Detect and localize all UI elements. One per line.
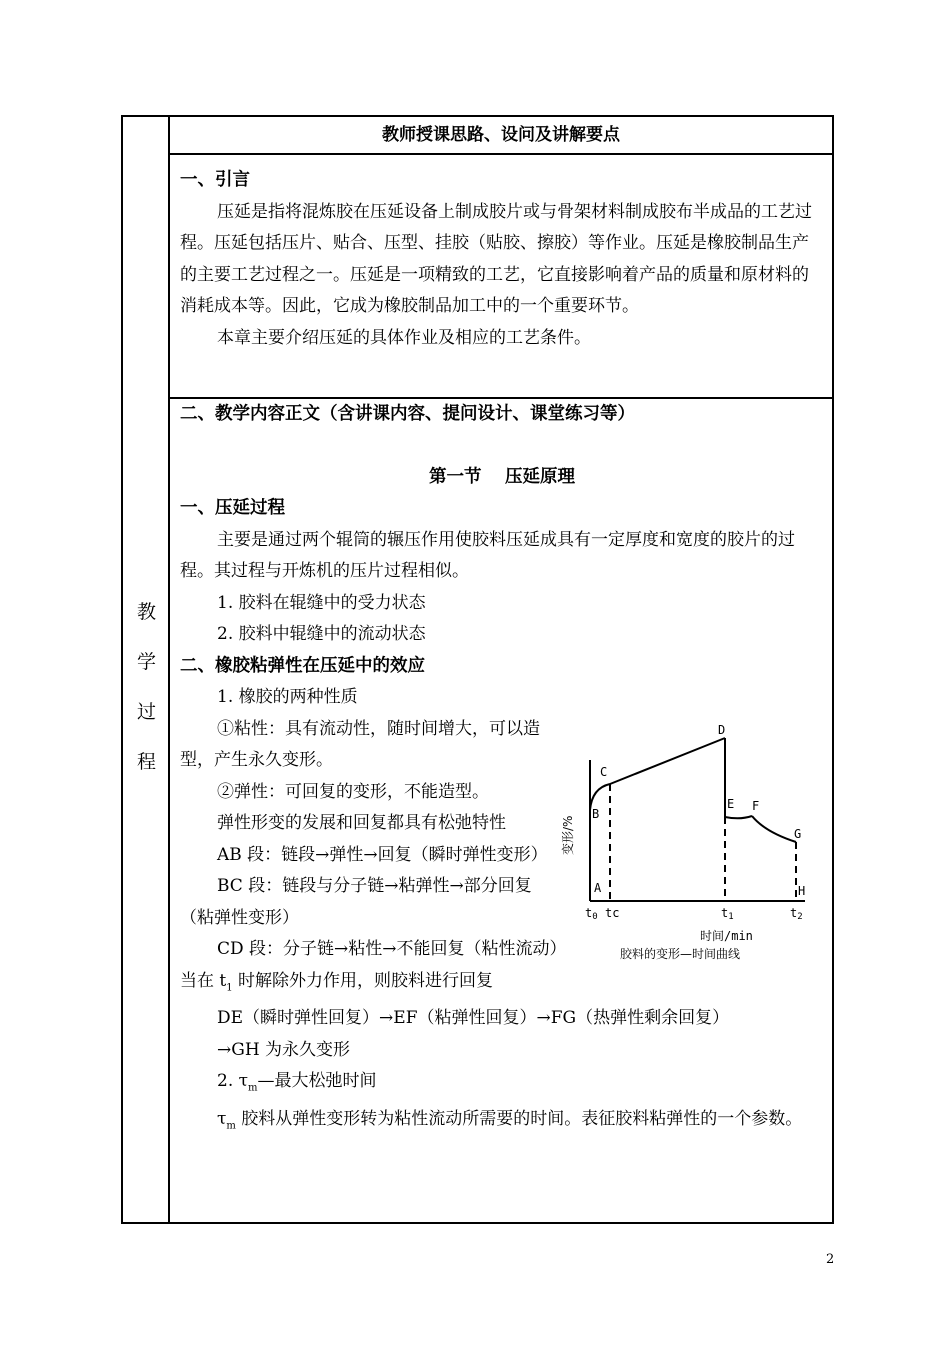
list-item: 1. 胶料在辊缝中的受力状态 [217,592,426,613]
tick-label: t1 [721,906,734,922]
point-label: D [718,723,726,737]
paragraph: BC 段：链段与分子链→粘弹性→部分回复（粘弹性变形） [180,876,532,928]
tick-label: t0 [585,906,598,922]
paragraph: →GH 为永久变形 [217,1039,351,1060]
paragraph: DE（瞬时弹性回复）→EF（粘弹性回复）→FG（热弹性剩余回复） [217,1008,730,1029]
paragraph: AB 段：链段→弹性→回复（瞬时弹性变形） [217,844,548,865]
list-item: 2. 胶料中辊缝中的流动状态 [217,624,426,644]
point-label: B [592,807,600,821]
point-label: A [594,881,602,895]
paragraph: 当在 $t_1$ 时解除外力作用，则胶料进行回复 [180,970,494,993]
intro-paragraph: 压延是指将混炼胶在压延设备上制成胶片或与骨架材料制成胶布半成品的工艺过程。压延包括压片、贴合、压型、挂胶（贴胶、擦胶）等作业。压延是橡胶制品生产的主要工艺过程之一。压延是一项精致的工艺，它直接影响着产品的质量和原材料的消耗成本等。因此，它成为橡胶制品加工中的一个重要环节。 [180,201,812,316]
right-column [170,117,832,1222]
paragraph: 主要是通过两个辊筒的辗压作用使胶料压延成具有一定厚度和宽度的胶片的过程。其过程与开炼机的压片过程相似。 [180,529,795,581]
tick-label: tc [605,906,620,920]
side-label [123,587,170,787]
curve-cd [610,738,725,784]
intro-heading: 一、引言 [180,170,250,190]
side-char: 过 [136,701,156,723]
point-label: H [798,884,806,898]
intro-paragraph: 本章主要介绍压延的具体作业及相应的工艺条件。 [217,327,591,348]
side-char: 学 [136,651,156,673]
list-item: 1. 橡胶的两种性质 [217,687,358,707]
intro-cell [170,153,832,399]
subsection-heading: 一、压延过程 [180,498,285,518]
side-char: 教 [136,601,156,623]
side-char: 程 [136,751,156,773]
tick-label: t2 [790,906,803,922]
paragraph: 弹性形变的发展和回复都具有松弛特性 [217,813,506,833]
left-column [123,117,170,1222]
paragraph: $\tau_m$ 胶料从弹性变形转为粘性流动所需要的时间。表征胶料粘弹性的一个参数。 [217,1109,803,1132]
paragraph: CD 段：分子链→粘性→不能回复（粘性流动） [217,939,567,959]
lesson-table [121,115,834,1224]
main-heading: 二、教学内容正文（含讲课内容、提问设计、课堂练习等） [180,404,635,424]
paragraph: ①粘性：具有流动性，随时间增大，可以造型，产生永久变形。 [180,718,540,770]
paragraph: 2. $\tau_m—$最大松弛时间 [217,1071,377,1094]
table-header: 教师授课思路、设问及讲解要点 [170,117,832,155]
curve-fg [752,816,796,842]
point-label: E [727,797,735,811]
deformation-time-chart [560,720,810,970]
y-axis-label: 变形/% [561,815,575,855]
paragraph: ②弹性：可回复的变形，不能造型。 [217,781,489,802]
chart-title: 胶料的变形—时间曲线 [620,947,741,961]
point-label: G [794,827,802,841]
curve-ef [725,816,752,818]
x-axis-label: 时间/min [700,929,753,943]
section-title: 第一节 压延原理 [428,466,576,487]
point-label: C [600,765,608,779]
point-label: F [752,799,760,813]
page-number: 2 [826,1252,835,1267]
subsection-heading: 二、橡胶粘弹性在压延中的效应 [180,655,425,676]
